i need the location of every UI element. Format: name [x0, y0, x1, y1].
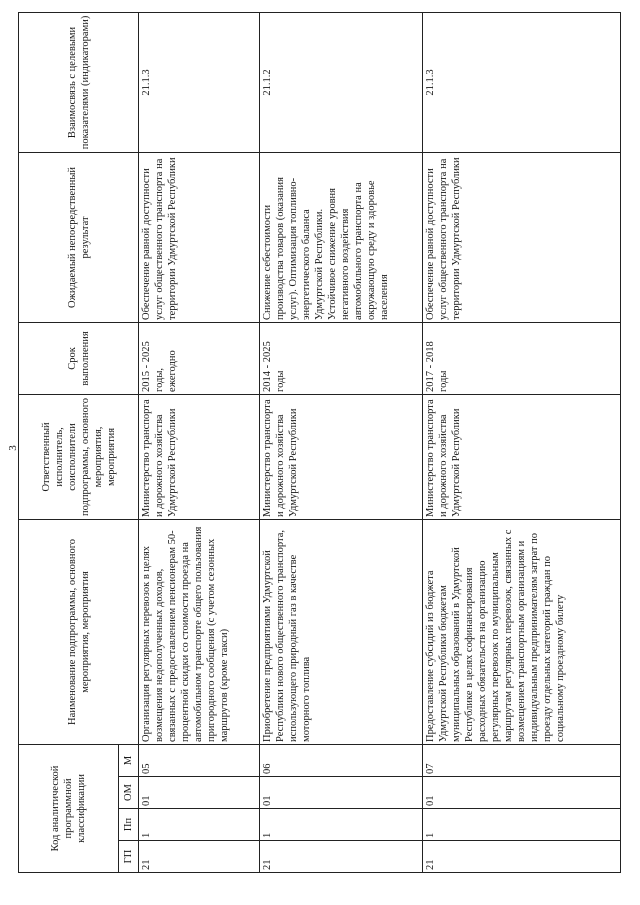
cell-om: 01: [260, 777, 423, 809]
cell-m: 05: [139, 744, 260, 776]
header-code-group: Код аналитической программной классификации: [19, 744, 119, 872]
cell-link: 21.1.3: [423, 12, 621, 152]
cell-om: 01: [139, 777, 260, 809]
header-link: Взаимосвязь с целевыми показателями (индикаторами): [19, 12, 139, 152]
cell-gp: 21: [423, 841, 621, 873]
cell-name: Организация регулярных перевозок в целях возмещения недополученных доходов, связанных с предоставлением пенсионерам 50-процентной скидки со стоимости проезда на автомобильном транспорте общего пользования пригородного сообщения (с учетом сезонных маршрутов (кроме такси): [139, 519, 260, 744]
cell-pp: 1: [260, 809, 423, 841]
cell-m: 07: [423, 744, 621, 776]
cell-result: Снижение себестоимости производства товаров (оказания услуг). Оптимизация топливно-энергетического баланса Удмуртской Республики. Устойчивое снижение уровня негативного воздействия автомобильного транспорта на окружающую среду и здоровье населения: [260, 152, 423, 322]
cell-link: 21.1.2: [260, 12, 423, 152]
cell-name: Предоставление субсидий из бюджета Удмуртской Республики бюджетам муниципальных образований в Удмуртской Республике в целях софинансирования расходных обязательств на организацию регулярных перевозок по муниципальным маршрутам регулярных перевозок, связанных с возмещением транспортным организациям и индивидуальным предпринимателям затрат по проезду отдельных категорий граждан по социальному проездному билету: [423, 519, 621, 744]
header-term: Срок выполнения: [19, 322, 139, 394]
cell-result: Обеспечение равной доступности услуг общественного транспорта на территории Удмуртской Республики: [423, 152, 621, 322]
header-result: Ожидаемый непосредственный результат: [19, 152, 139, 322]
cell-responsible: Министерство транспорта и дорожного хозяйства Удмуртской Республики: [139, 394, 260, 519]
cell-link: 21.1.3: [139, 12, 260, 152]
header-om: ОМ: [119, 777, 139, 809]
cell-result: Обеспечение равной доступности услуг общественного транспорта на территории Удмуртской Республики: [139, 152, 260, 322]
rotated-table-container: [18, 13, 620, 873]
cell-name: Приобретение предприятиями Удмуртской Республики нового общественного транспорта, использующего природный газ в качестве моторного топлива: [260, 519, 423, 744]
cell-gp: 21: [260, 841, 423, 873]
header-m: М: [119, 744, 139, 776]
page-number: 3: [6, 445, 19, 451]
program-table: [18, 12, 621, 873]
cell-term: 2014 - 2025 годы: [260, 322, 423, 394]
cell-pp: 1: [139, 809, 260, 841]
cell-term: 2017 - 2018 годы: [423, 322, 621, 394]
table-row: [260, 12, 423, 872]
header-gp: ГП: [119, 841, 139, 873]
header-name: Наименование подпрограммы, основного мероприятия, мероприятия: [19, 519, 139, 744]
header-responsible: Ответственный исполнитель, соисполнители подпрограммы, основного мероприятия, мероприятия: [19, 394, 139, 519]
cell-responsible: Министерство транспорта и дорожного хозяйства Удмуртской Республики: [423, 394, 621, 519]
cell-pp: 1: [423, 809, 621, 841]
cell-m: 06: [260, 744, 423, 776]
table-row: [423, 12, 621, 872]
header-pp: Пп: [119, 809, 139, 841]
cell-responsible: Министерство транспорта и дорожного хозяйства Удмуртской Республики: [260, 394, 423, 519]
cell-term: 2015 - 2025 годы, ежегодно: [139, 322, 260, 394]
cell-gp: 21: [139, 841, 260, 873]
cell-om: 01: [423, 777, 621, 809]
table-row: [139, 12, 260, 872]
